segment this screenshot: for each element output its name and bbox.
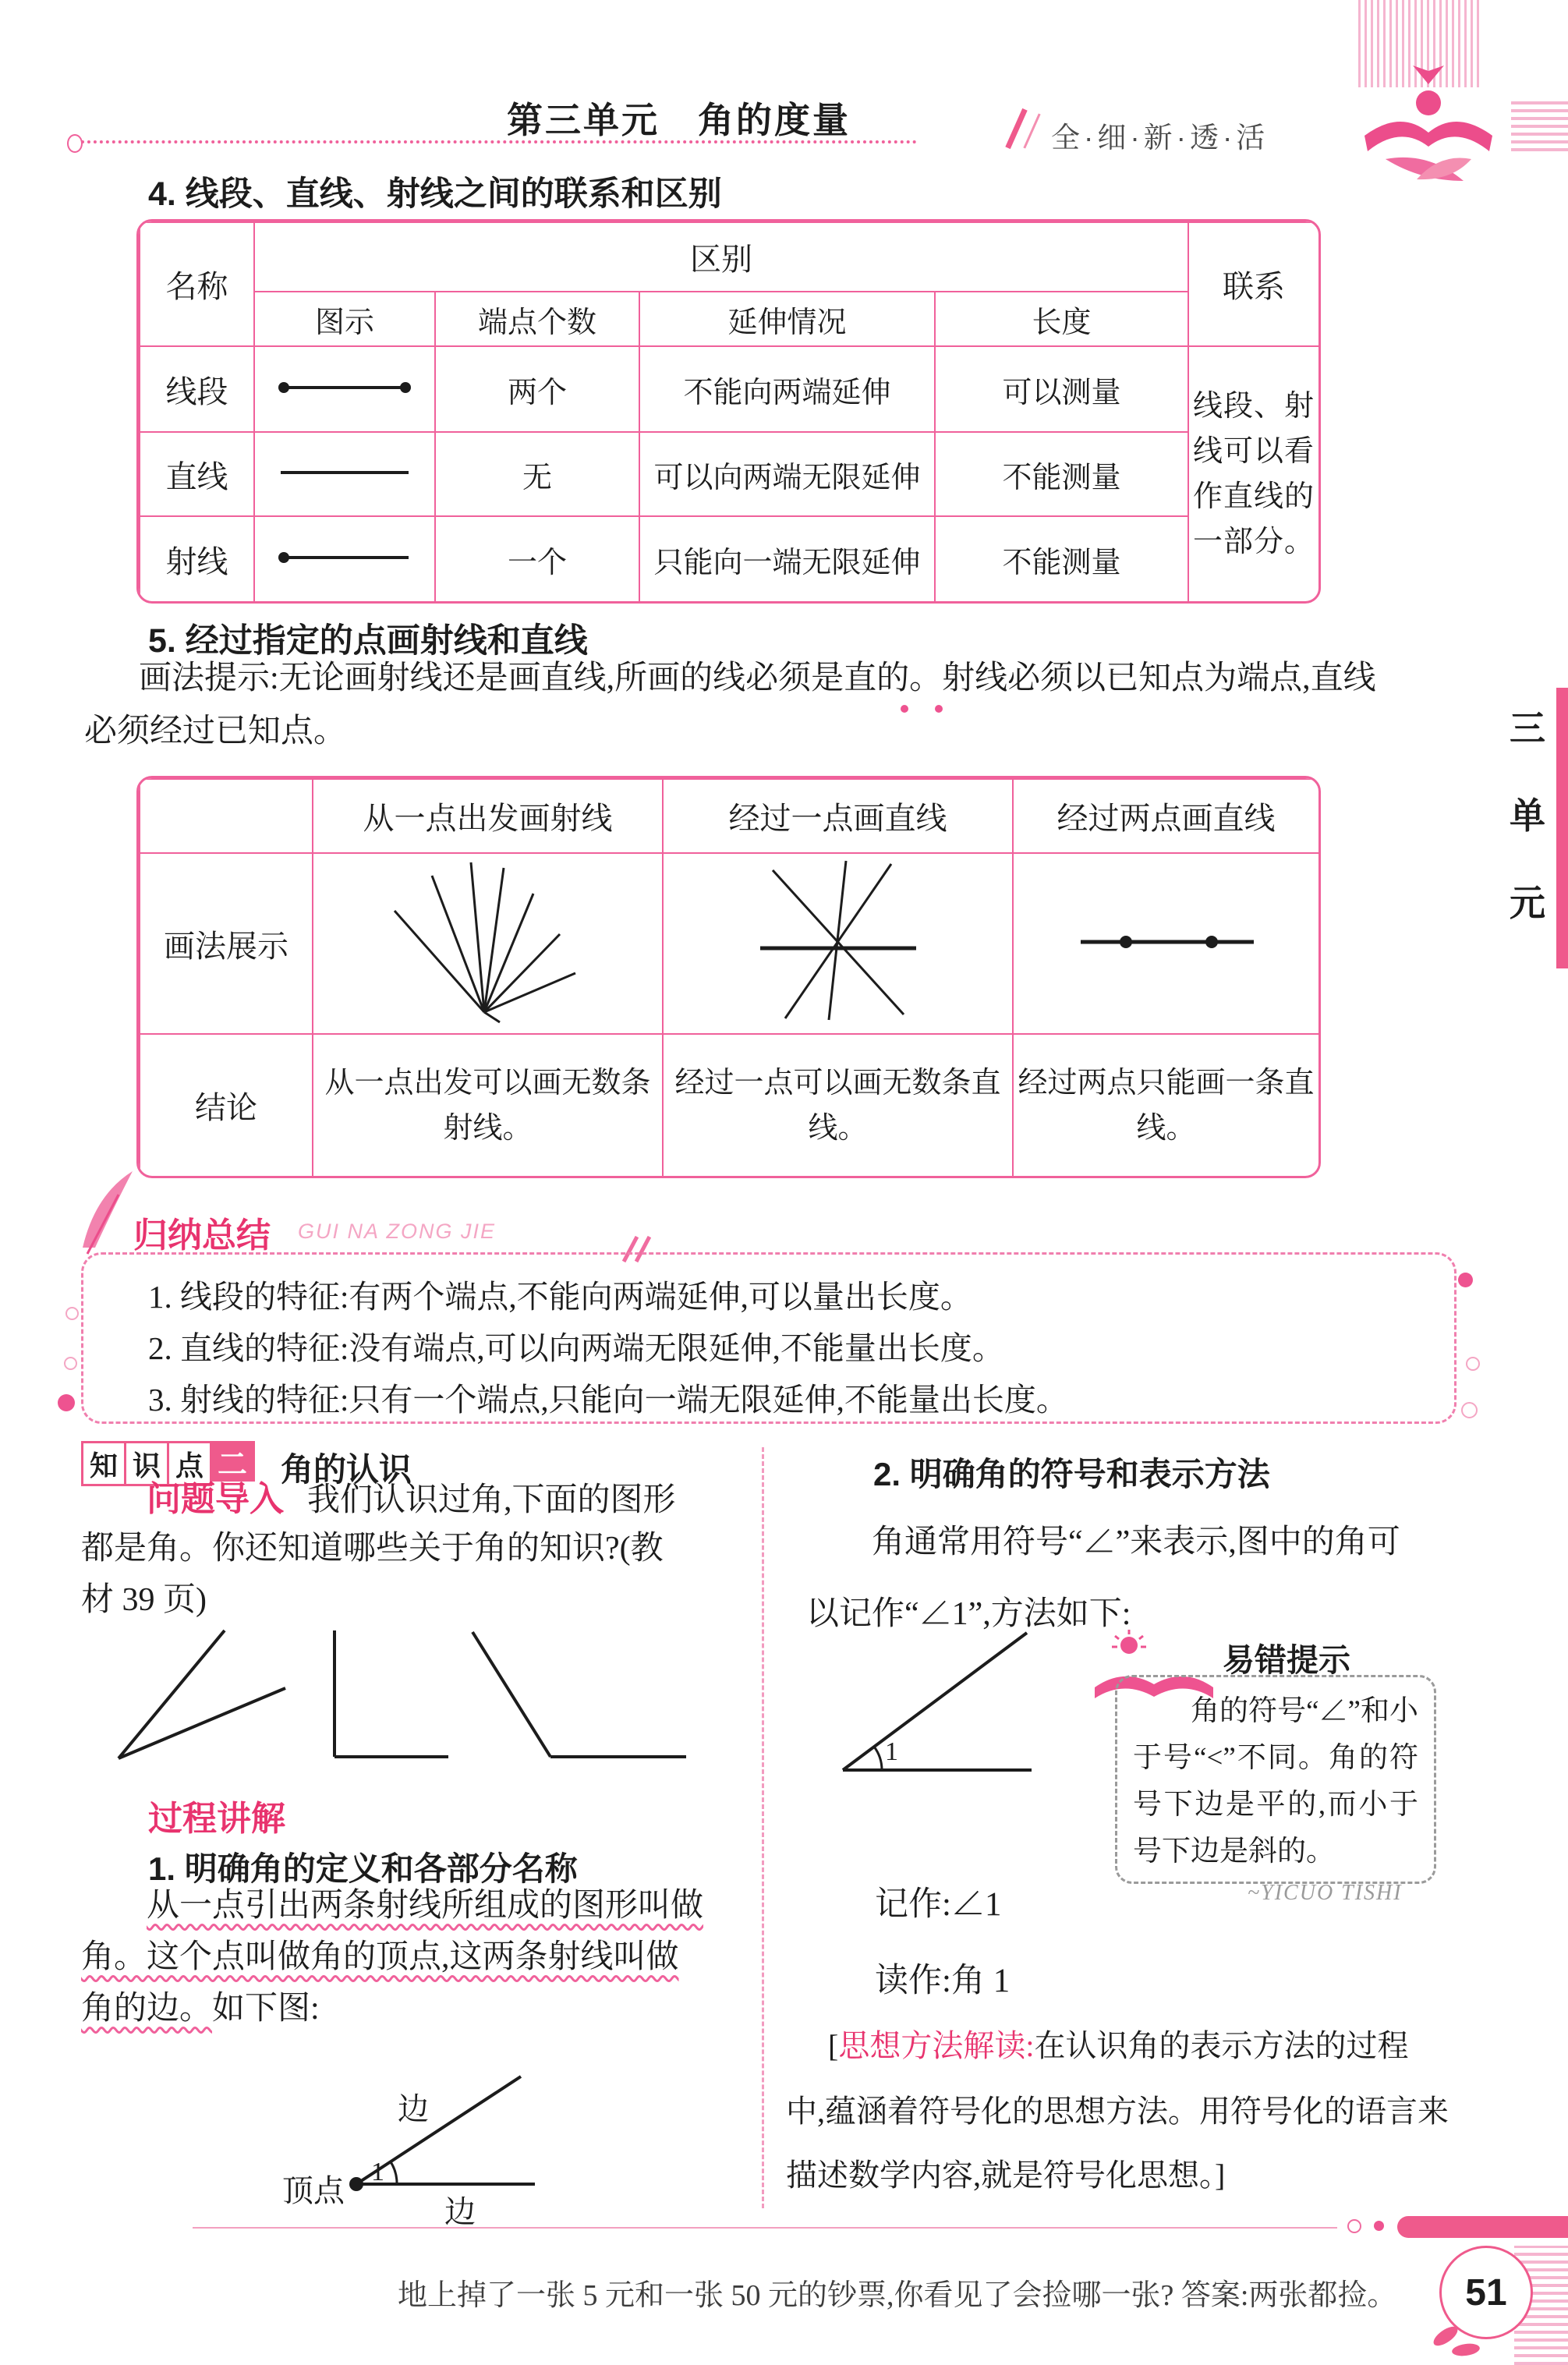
- sidebar-tab-bar: [1556, 688, 1568, 968]
- summary-item-2: 2. 直线的特征:没有端点,可以向两端无限延伸,不能量出长度。: [148, 1330, 1004, 1366]
- empty-corner-cell: [140, 779, 313, 853]
- write-as-text: 记作:∠1: [875, 1886, 1002, 1923]
- row-ray-name: 射线: [140, 516, 254, 602]
- col-line-through-point: 经过一点画直线: [663, 779, 1013, 853]
- two-points-line-diagram: [1013, 853, 1319, 1034]
- table-header-name: 名称: [140, 222, 254, 346]
- table-subheader-diagram: 图示: [254, 292, 435, 346]
- col-line-through-two-points: 经过两点画直线: [1013, 779, 1319, 853]
- page-header-slogan: 全·细·新·透·活: [1051, 122, 1269, 154]
- row-line-extension: 可以向两端无限延伸: [639, 432, 935, 516]
- table-subheader-length: 长度: [935, 292, 1188, 346]
- definition-line2: 角。这个点叫做角的顶点,这两条射线叫做: [81, 1939, 679, 1975]
- footer-joke: 地上掉了一张 5 元和一张 50 元的钞票,你看见了会捡哪一张? 答案:两张都捡。: [398, 2279, 1397, 2312]
- angle1-number-label: 1: [885, 1737, 898, 1766]
- slash-decoration-thin: [1023, 113, 1040, 148]
- header-rule: [81, 140, 917, 143]
- sidebar-unit-char: 元: [1510, 883, 1545, 923]
- col-ray-from-point: 从一点出发画射线: [313, 779, 663, 853]
- section4-title: 4. 线段、直线、射线之间的联系和区别: [148, 175, 722, 213]
- emphasis-dot: [901, 705, 908, 713]
- lines-comparison-table: [136, 219, 1321, 604]
- row-segment-endpoints: 两个: [435, 346, 639, 432]
- quill-icon: [72, 1163, 142, 1257]
- badge-number-box: 二: [210, 1441, 255, 1482]
- definition-line3-rest: 如下图:: [212, 1991, 320, 2027]
- intro-line2: 都是角。你还知道哪些关于角的知识?(教: [81, 1531, 664, 1567]
- row-line-name: 直线: [140, 432, 254, 516]
- line-diagram-icon: [254, 432, 435, 516]
- badge-char-box: 识: [124, 1441, 169, 1486]
- section5-title: 5. 经过指定的点画射线和直线: [148, 622, 588, 660]
- drawing-hint-line2: 必须经过已知点。: [84, 713, 347, 749]
- relation-cell: 线段、射线可以看作直线的一部分。: [1188, 346, 1319, 602]
- row-segment-name: 线段: [140, 346, 254, 432]
- method-line3: 描述数学内容,就是符号化思想。]: [786, 2158, 1226, 2193]
- petal-decoration: [1451, 2342, 1481, 2358]
- segment-diagram-icon: [254, 346, 435, 432]
- rays-fan-diagram: [313, 853, 663, 1034]
- summary-item-1: 1. 线段的特征:有两个端点,不能向两端延伸,可以量出长度。: [148, 1279, 972, 1315]
- badge-char-box: 知: [81, 1441, 126, 1486]
- table-header-distinction: 区别: [254, 222, 1188, 292]
- row-segment-length: 可以测量: [935, 346, 1188, 432]
- tip-watermark: ~YICUO TISHI: [1248, 1881, 1403, 1905]
- summary-title: 归纳总结: [133, 1216, 271, 1255]
- decor-dot: [1466, 1357, 1480, 1371]
- header-rule-end-ring: [67, 134, 83, 153]
- method-line1: 在认识角的表示方法的过程: [1034, 2028, 1409, 2063]
- footer-dot-decoration: [1374, 2221, 1384, 2231]
- symbol-section-title: 2. 明确角的符号和表示方法: [873, 1456, 1270, 1492]
- conclusion-lines-one-point: 经过一点可以画无数条直线。: [663, 1034, 1013, 1177]
- reading-book-logo-icon: [1343, 36, 1510, 184]
- angle-parts-diagram: [257, 2039, 585, 2229]
- tip-title: 易错提示: [1223, 1642, 1350, 1678]
- row-ray-length: 不能测量: [935, 516, 1188, 602]
- conclusion-rays: 从一点出发可以画无数条射线。: [313, 1034, 663, 1177]
- page-number-badge: 51: [1439, 2246, 1533, 2339]
- table-header-relation: 联系: [1188, 222, 1319, 346]
- obtuse-angle-figure: [460, 1626, 690, 1766]
- symbol-text-line1: 角通常用符号“∠”来表示,图中的角可: [872, 1524, 1400, 1560]
- lines-star-diagram: [663, 853, 1013, 1034]
- corner-stripes-side-decoration: [1511, 100, 1568, 151]
- vertex-label: 顶点: [282, 2173, 345, 2208]
- row-line-endpoints: 无: [435, 432, 639, 516]
- intro-label: 问题导入: [147, 1480, 284, 1518]
- sidebar-unit-char: 单: [1510, 795, 1545, 836]
- drawing-hint-line1: 画法提示:无论画射线还是画直线,所画的线必须是直的。射线必须以已知点为端点,直线: [139, 660, 1376, 696]
- right-angle-figure: [324, 1626, 452, 1766]
- row-segment-extension: 不能向两端延伸: [639, 346, 935, 432]
- footer-rule: [193, 2227, 1337, 2229]
- table-subheader-extension: 延伸情况: [639, 292, 935, 346]
- symbol-text-line2: 以记作“∠1”,方法如下:: [806, 1596, 1131, 1632]
- sidebar-unit-char: 三: [1510, 708, 1545, 749]
- drawing-methods-table: [136, 776, 1321, 1178]
- knowledge-point-title: 角的认识: [281, 1451, 412, 1488]
- process-label: 过程讲解: [148, 1800, 285, 1838]
- definition-line1: 从一点引出两条射线所组成的图形叫做: [147, 1888, 704, 1924]
- decor-dot: [1458, 1273, 1473, 1287]
- column-divider: [762, 1447, 764, 2208]
- definition-line3-underlined: 角的边。: [81, 1991, 213, 2027]
- method-bracket: [: [828, 2028, 839, 2063]
- tip-box: [1115, 1675, 1436, 1884]
- tip-text: 角的符号“∠”和小于号“<”不同。角的符号下边是平的,而小于号下边是斜的。: [1133, 1695, 1418, 1868]
- emphasis-dot: [935, 705, 943, 713]
- table-subheader-endpoints: 端点个数: [435, 292, 639, 346]
- row-ray-extension: 只能向一端无限延伸: [639, 516, 935, 602]
- method-label: 思想方法解读:: [838, 2028, 1035, 2063]
- conclusion-line-two-points: 经过两点只能画一条直线。: [1013, 1034, 1319, 1177]
- row-demo-label: 画法展示: [140, 853, 313, 1034]
- intro-line3: 材 39 页): [81, 1582, 207, 1618]
- row-ray-endpoints: 一个: [435, 516, 639, 602]
- footer-ring-decoration: [1347, 2219, 1361, 2233]
- acute-angle-figure: [109, 1626, 288, 1766]
- definition-title: 1. 明确角的定义和各部分名称: [148, 1850, 578, 1887]
- angle-number-label: 1: [371, 2158, 384, 2186]
- footer-bar-decoration: [1397, 2216, 1568, 2238]
- decor-dot: [65, 1307, 79, 1320]
- angle1-figure: [830, 1620, 1041, 1784]
- decor-dot: [64, 1357, 77, 1370]
- method-line2: 中,蕴涵着符号化的思想方法。用符号化的语言来: [786, 2094, 1449, 2129]
- row-line-length: 不能测量: [935, 432, 1188, 516]
- badge-char-box: 点: [167, 1441, 212, 1486]
- page-header-unit-title: 第三单元 角的度量: [507, 100, 851, 140]
- decor-dot: [58, 1394, 75, 1411]
- slash-decoration: [1005, 108, 1027, 149]
- row-conclusion-label: 结论: [140, 1034, 313, 1177]
- decor-dot: [1461, 1402, 1478, 1418]
- ray-diagram-icon: [254, 516, 435, 602]
- side-label-bottom: 边: [444, 2194, 476, 2229]
- summary-item-3: 3. 射线的特征:只有一个端点,只能向一端无限延伸,不能量出长度。: [148, 1382, 1068, 1418]
- read-as-text: 读作:角 1: [875, 1963, 1011, 1999]
- summary-subtitle: GUI NA ZONG JIE: [298, 1220, 497, 1243]
- intro-line1: 我们认识过角,下面的图形: [307, 1482, 676, 1518]
- side-label-top: 边: [398, 2091, 429, 2126]
